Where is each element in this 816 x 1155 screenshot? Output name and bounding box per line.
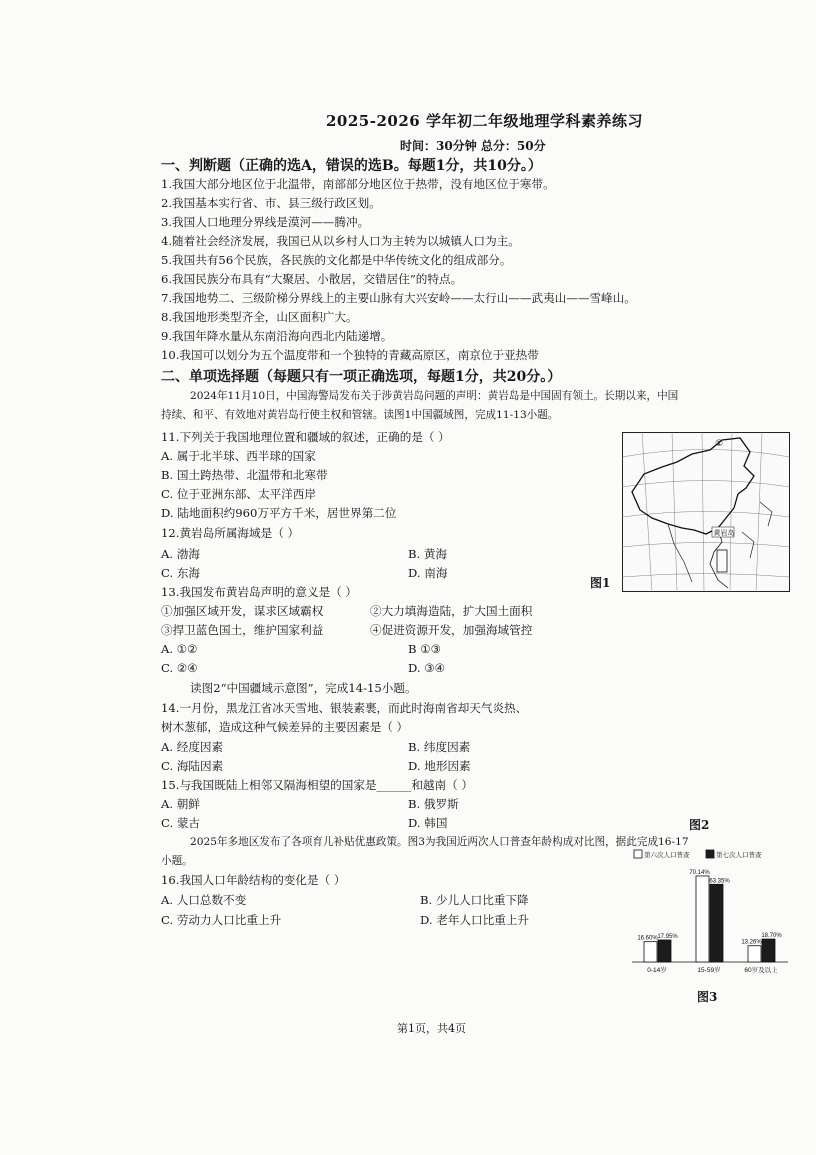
intro-paragraph-3: 2025年多地区发布了各项育儿补贴优惠政策。图3为我国近两次人口普查年龄构成对比图，据此完成16-17 [190,836,689,848]
judge-item-6: 6.我国民族分布具有“大聚居、小散居，交错居住”的特点。 [161,272,463,286]
judge-item-3: 3.我国人口地理分界线是漠河——腾冲。 [161,215,370,229]
page-number: 第1页，共4页 [397,1022,466,1035]
intro-paragraph-1: 2024年11月10日，中国海警局发布关于涉黄岩岛问题的声明：黄岩岛是中国固有领土。长期以来，中国 [190,390,679,402]
legend-label-6th: 第六次人口普查 [644,852,690,859]
question-13-option-b: B ①③ [408,642,441,656]
question-11-stem: 11.下列关于我国地理位置和疆域的叙述，正确的是（ ） [161,430,450,444]
question-12-option-a: A. 渤海 [161,547,200,561]
judge-item-10: 10.我国可以划分为五个温度带和一个独特的青藏高原区，南京位于亚热带 [161,348,539,362]
map-marker-1: ① [715,439,724,449]
intro-paragraph-3-cont: 小题。 [161,855,193,867]
question-11-option-c: C. 位于亚洲东部、太平洋西岸 [161,487,316,501]
question-16-stem: 16.我国人口年龄结构的变化是（ ） [161,873,346,887]
question-16-option-b: B. 少儿人口比重下降 [420,893,529,907]
question-13-option-c: C. ②④ [161,661,198,675]
question-14-option-b: B. 纬度因素 [408,740,471,754]
legend-label-7th: 第七次人口普查 [716,852,762,859]
page-title: 2025-2026 学年初二年级地理学科素养练习 [326,112,643,130]
figure-2-caption: 图2 [689,818,710,832]
question-16-option-c: C. 劳动力人口比重上升 [161,913,282,927]
figure-3-population-chart [628,846,792,981]
time-score-line: 时间：30分钟 总分：50分 [400,139,546,153]
question-15-option-c: C. 蒙古 [161,816,201,830]
bar-6th-0 [644,942,657,962]
question-15-option-a: A. 朝鲜 [161,797,200,811]
question-13-option-a: A. ①② [161,642,198,656]
judge-item-1: 1.我国大部分地区位于北温带，南部部分地区位于热带，没有地区位于寒带。 [161,177,555,191]
question-16-option-d: D. 老年人口比重上升 [420,913,530,927]
judge-item-9: 9.我国年降水量从东南沿海向西北内陆递增。 [161,329,393,343]
bar-value-label: 16.60% [637,935,658,942]
question-14-stem-cont: 树木葱郁，造成这种气候差异的主要因素是（ ） [161,720,409,734]
question-13-statement-4: ④促进资源开发，加强海域管控 [370,623,533,637]
chart-legend [634,850,762,859]
question-12-option-d: D. 南海 [408,566,448,580]
question-15-stem: 15.与我国既陆上相邻又隔海相望的国家是______和越南（ ） [161,778,473,792]
question-14-option-c: C. 海陆因素 [161,759,224,773]
bar-value-label: 17.95% [657,933,678,940]
huangyan-island-label: 黄岩岛 [713,530,735,537]
question-14-option-a: A. 经度因素 [161,740,224,754]
judge-item-5: 5.我国共有56个民族，各民族的文化都是中华传统文化的组成部分。 [161,253,512,267]
bar-6th-2 [748,946,761,962]
question-11-option-b: B. 国土跨热带、北温带和北寒带 [161,468,328,482]
question-13-statement-2: ②大力填海造陆，扩大国土面积 [370,604,533,618]
bar-7th-1 [710,884,723,962]
map-frame [623,433,790,592]
judge-item-7: 7.我国地势二、三级阶梯分界线上的主要山脉有大兴安岭——太行山——武夷山——雪峰山。 [161,291,636,305]
bar-value-label: 18.70% [761,933,782,940]
question-14-stem: 14.一月份，黑龙江省冰天雪地、银装素裹，而此时海南省却天气炎热、 [161,701,528,715]
section2-heading: 二、单项选择题（每题只有一项正确选项，每题1分，共20分。） [161,369,562,385]
question-15-option-b: B. 俄罗斯 [408,797,459,811]
figure-1-caption: 图1 [590,576,611,590]
question-13-stem: 13.我国发布黄岩岛声明的意义是（ ） [161,585,358,599]
judge-item-4: 4.随着社会经济发展，我国已从以乡村人口为主转为以城镇人口为主。 [161,234,520,248]
question-11-option-d: D. 陆地面积约960万平方千米，居世界第二位 [161,506,397,520]
section1-heading: 一、判断题（正确的选A，错误的选B。每题1分，共10分。） [161,158,542,174]
bar-value-label: 63.35% [709,878,730,885]
bar-value-label: 13.26% [741,939,762,946]
question-12-option-b: B. 黄海 [408,547,448,561]
category-label: 0-14岁 [647,967,667,974]
figure-3-caption: 图3 [697,990,718,1004]
question-11-option-a: A. 属于北半球、西半球的国家 [161,449,316,463]
question-12-option-c: C. 东海 [161,566,201,580]
legend-swatch-7th [706,850,714,858]
bar-value-label: 70.14% [689,869,710,876]
question-12-stem: 12.黄岩岛所属海域是（ ） [161,526,300,540]
intro-paragraph-2: 读图2“中国疆域示意图”，完成14-15小题。 [190,681,417,695]
legend-swatch-6th [634,850,642,858]
bar-6th-1 [696,876,709,962]
bar-7th-0 [658,940,671,962]
category-label: 15-59岁 [697,967,721,974]
question-14-option-d: D. 地形因素 [408,759,471,773]
question-13-statement-3: ③捍卫蓝色国土，维护国家利益 [161,623,324,637]
judge-item-8: 8.我国地形类型齐全，山区面积广大。 [161,310,358,324]
category-label: 60岁及以上 [744,967,778,974]
question-15-option-d: D. 韩国 [408,816,448,830]
judge-item-2: 2.我国基本实行省、市、县三级行政区划。 [161,196,381,210]
question-16-option-a: A. 人口总数不变 [161,893,247,907]
intro-paragraph-1-cont: 持续、和平、有效地对黄岩岛行使主权和管辖。读图1中国疆域图，完成11-13小题。 [161,409,559,421]
question-13-statement-1: ①加强区域开发，谋求区域霸权 [161,604,324,618]
bar-7th-2 [762,939,775,962]
question-13-option-d: D. ③④ [408,661,446,675]
figure-1-china-map [622,432,790,592]
